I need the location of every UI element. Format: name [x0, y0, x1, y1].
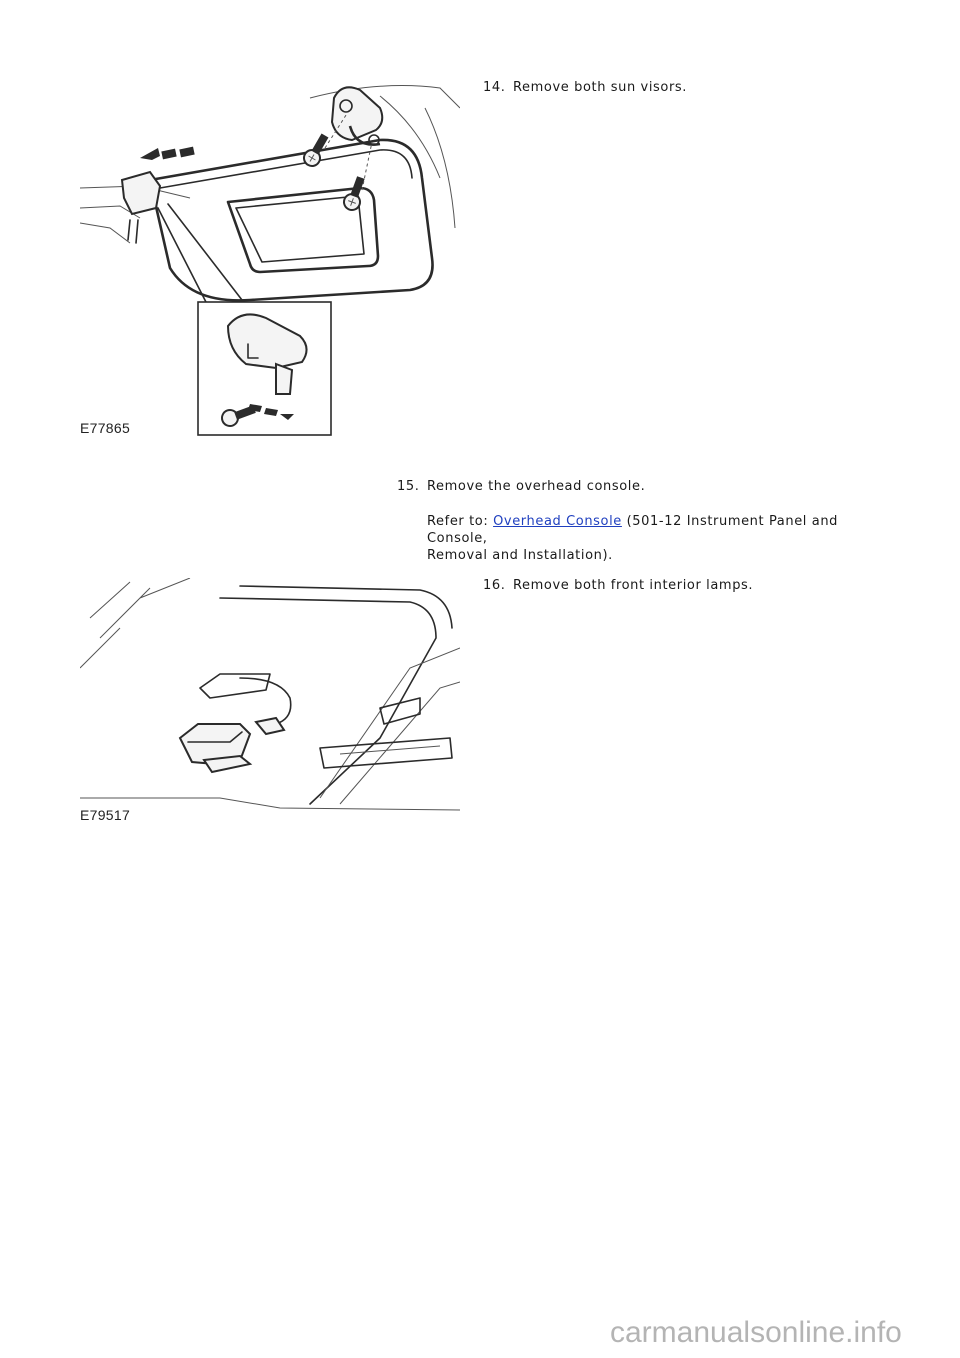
step-16-text: Remove both front interior lamps. [513, 578, 754, 593]
refer-suffix-line1: (501-12 Instrument Panel and Console, [427, 514, 839, 546]
sun-visor-removal-illustration [80, 68, 460, 440]
figure-code-e77865: E77865 [80, 420, 131, 436]
refer-suffix-line2: Removal and Installation). [427, 548, 613, 563]
overhead-console-link[interactable]: Overhead Console [493, 514, 622, 529]
watermark: carmanualsonline.info [610, 1316, 902, 1349]
step-14-number: 14. [483, 80, 506, 95]
step-14-text: Remove both sun visors. [513, 80, 688, 95]
step-15-text: Remove the overhead console. [427, 479, 646, 494]
step-15-reference [427, 513, 897, 564]
interior-lamp-removal-illustration [80, 578, 460, 828]
step-15-number: 15. [397, 479, 420, 494]
refer-prefix: Refer to: [427, 514, 494, 529]
step-16-number: 16. [483, 578, 506, 593]
figure-code-e79517: E79517 [80, 807, 131, 823]
